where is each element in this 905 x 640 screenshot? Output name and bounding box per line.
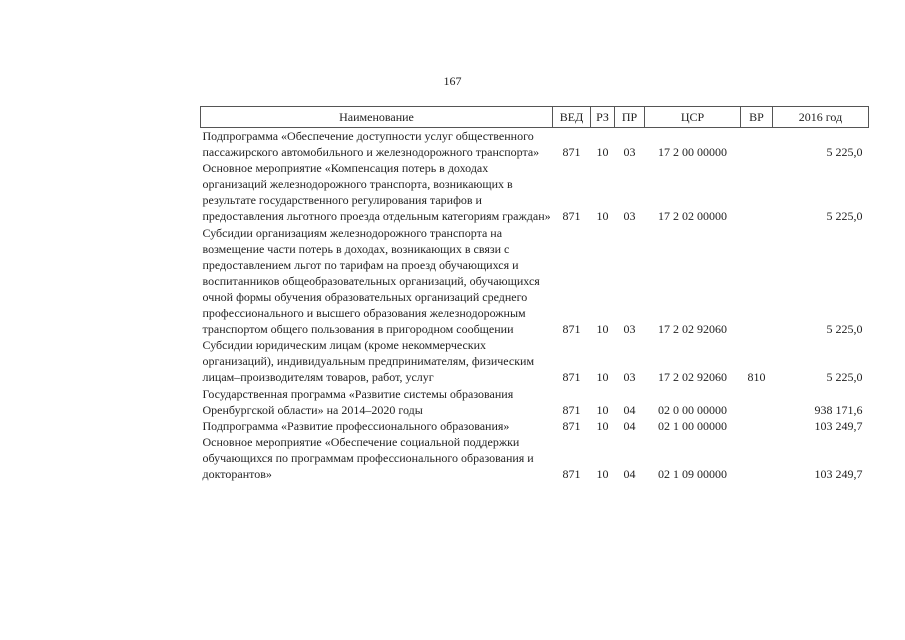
row-name: Подпрограмма «Обеспечение доступности услуг общественного пассажирского автомобильного и железнодорожного транспорта» [202, 129, 540, 160]
row-pr: 03 [623, 209, 636, 224]
row-amount: 103 249,7 [814, 418, 863, 433]
row-vr [741, 160, 773, 224]
header-pr: ПР [615, 107, 645, 128]
row-rz: 10 [596, 209, 609, 224]
row-csr: 17 2 02 92060 [658, 370, 727, 385]
row-csr: 02 1 00 00000 [658, 418, 727, 433]
row-pr: 03 [623, 370, 636, 385]
row-ved: 871 [562, 466, 581, 481]
table-row [201, 434, 869, 482]
row-amount: 938 171,6 [814, 402, 863, 417]
budget-table [200, 106, 869, 482]
row-rz: 10 [596, 370, 609, 385]
row-ved: 871 [562, 145, 581, 160]
row-rz: 10 [596, 402, 609, 417]
table-row [201, 337, 869, 385]
table-header-row [201, 107, 869, 128]
header-year: 2016 год [773, 107, 869, 128]
row-vr [741, 434, 773, 482]
row-name: Субсидии юридическим лицам (кроме некоммерческих организаций), индивидуальным предпринимателям, физическим лицам–производителям товаров, работ, услуг [202, 338, 535, 385]
row-pr: 04 [623, 466, 636, 481]
page-number: 167 [443, 74, 462, 88]
table-row [201, 160, 869, 224]
row-vr [741, 128, 773, 161]
row-amount: 5 225,0 [826, 370, 863, 385]
row-vr [741, 418, 773, 434]
row-vr: 810 [747, 370, 766, 385]
row-pr: 04 [623, 402, 636, 417]
row-name: Основное мероприятие «Обеспечение социальной поддержки обучающихся по программам профессионального образования и докторантов» [202, 434, 534, 481]
row-pr: 03 [623, 145, 636, 160]
row-csr: 17 2 00 00000 [658, 145, 727, 160]
row-vr [741, 386, 773, 418]
row-csr: 17 2 02 00000 [658, 209, 727, 224]
row-ved: 871 [562, 418, 581, 433]
row-name: Субсидии организациям железнодорожного транспорта на возмещение части потерь в доходах, возникающих в связи с предоставлением льгот по тарифам на проезд обучающихся и воспитанников общеобразовательных организаций, обучающихся очной формы обучения образовательных организаций среднего профессионального и высшего образования железнодорожным транспортом общего пользования в пригородном сообщении [202, 225, 540, 337]
row-amount: 5 225,0 [826, 322, 863, 337]
row-ved: 871 [562, 322, 581, 337]
row-name: Государственная программа «Развитие системы образования Оренбургской области» на 2014–2020 годы [202, 386, 514, 417]
row-vr [741, 225, 773, 338]
row-rz: 10 [596, 466, 609, 481]
header-ved: ВЕД [553, 107, 591, 128]
table-row [201, 418, 869, 434]
row-ved: 871 [562, 402, 581, 417]
row-ved: 871 [562, 370, 581, 385]
row-csr: 02 0 00 00000 [658, 402, 727, 417]
row-rz: 10 [596, 145, 609, 160]
row-amount: 103 249,7 [814, 466, 863, 481]
header-rz: РЗ [591, 107, 615, 128]
row-rz: 10 [596, 418, 609, 433]
header-vr: ВР [741, 107, 773, 128]
row-name: Подпрограмма «Развитие профессионального образования» [202, 418, 510, 433]
row-amount: 5 225,0 [826, 145, 863, 160]
header-csr: ЦСР [645, 107, 741, 128]
table-row [201, 128, 869, 161]
header-name: Наименование [201, 107, 553, 128]
row-pr: 03 [623, 322, 636, 337]
row-pr: 04 [623, 418, 636, 433]
row-ved: 871 [562, 209, 581, 224]
row-amount: 5 225,0 [826, 209, 863, 224]
table-row [201, 225, 869, 338]
row-name: Основное мероприятие «Компенсация потерь в доходах организаций железнодорожного транспорта, возникающих в результате государственного регулирования тарифов и предоставления льготного проезда отдельным категориям граждан» [202, 161, 551, 224]
table-row [201, 386, 869, 418]
row-rz: 10 [596, 322, 609, 337]
row-csr: 17 2 02 92060 [658, 322, 727, 337]
row-csr: 02 1 09 00000 [658, 466, 727, 481]
